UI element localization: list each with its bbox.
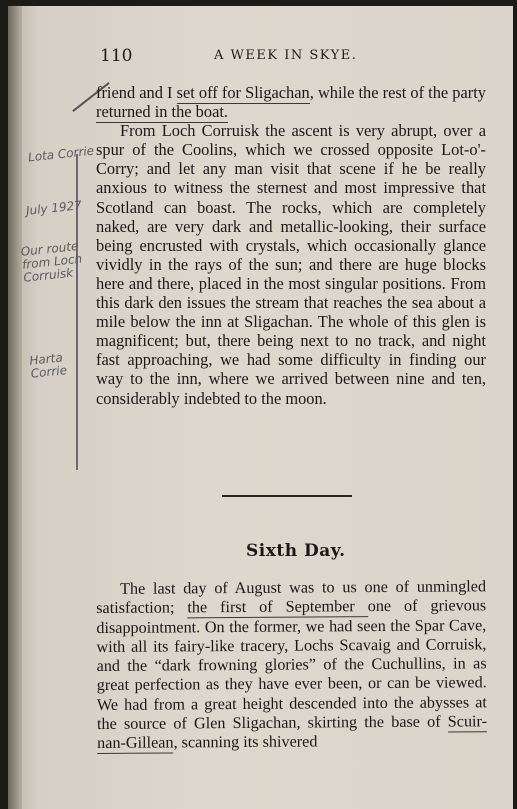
page-gutter bbox=[8, 6, 22, 809]
section-divider bbox=[222, 495, 352, 497]
running-head: A WEEK IN SKYE. bbox=[214, 48, 358, 63]
text-run: , while the rest of the party bbox=[309, 83, 486, 102]
paragraph-sixth-day bbox=[96, 577, 487, 753]
text-run: , scanning its shivered bbox=[173, 732, 318, 752]
underlined-text: set off for Sligachan bbox=[176, 83, 310, 102]
underlined-text: the first of September bbox=[187, 597, 368, 617]
margin-note-route: Our route from Loch Corruisk bbox=[20, 238, 83, 285]
body-text-top bbox=[96, 83, 486, 408]
paragraph-loch-corruisk: From Loch Corruisk the ascent is very abrupt, over a spur of the Coolins, which we crossed opposite Lot-o'-Corry; and let any man visit that scene if he be really anxious to witness the sternest and most impressive that Scotland can boast. The rocks, which are completely naked, are very dark and metallic-looking, their surface being encrusted with crystals, which occasionally glance vividly in the rays of the sun; and there are huge blocks here and there, placed in the most singular positions. From this dark den issues the stream that reaches the sea about a mile below the inn at Sligachan. The whole of this glen is magnificent; but, there being next to no track, and night fast approaching, we had some difficulty in finding our way to the inn, where we arrived between nine and ten, considerably indebted to the moon. bbox=[96, 121, 486, 408]
margin-note-date: July 1927 bbox=[25, 198, 83, 218]
page-header bbox=[96, 46, 486, 68]
text-run: one of grievous disappointment. bbox=[96, 596, 487, 637]
paragraph-continuation bbox=[96, 83, 486, 121]
margin-note-lota-corrie: Lota Corrie bbox=[27, 143, 95, 165]
text-run: The last day of August was to us one of unmingled satisfaction; bbox=[96, 577, 487, 618]
book-page bbox=[8, 6, 513, 809]
margin-note-harta-corrie: Harta Corrie bbox=[28, 350, 68, 381]
text-run: On the former, we had seen the Spar Cave, with all its fairy-like tracery, Lochs Scavaig and Corruisk, and the “dark frowning glories” of the Cuchullins, in as great perfection as they have ever been, or can be viewed. We had from a great height descended into the abysses at the source of Glen Sligachan, skirting the base of bbox=[96, 615, 487, 734]
section-heading: Sixth Day. bbox=[246, 541, 346, 561]
underlined-text: returned in the boat. bbox=[96, 102, 228, 122]
underlined-text: Scuir-nan-Gillean bbox=[97, 712, 488, 753]
body-text-bottom bbox=[96, 577, 487, 753]
text-run: friend and I bbox=[96, 83, 177, 102]
page-number: 110 bbox=[100, 46, 133, 66]
